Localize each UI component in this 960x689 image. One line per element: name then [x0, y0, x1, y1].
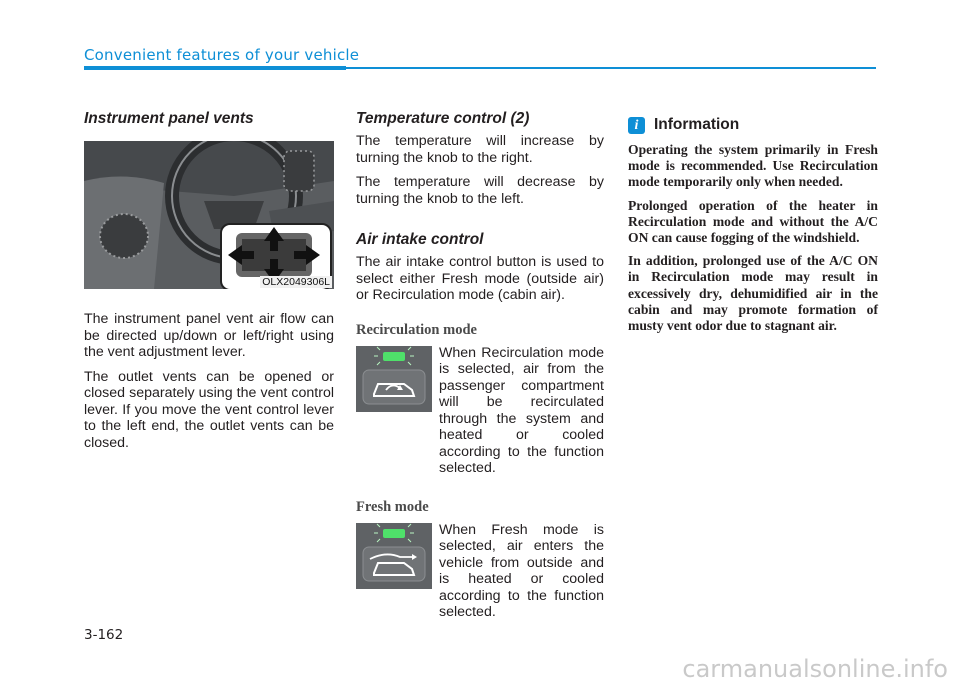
info-paragraph-fogging: Prolonged operation of the heater in Recirculation mode and without the A/C ON can cause fogging of the windshield.	[628, 197, 878, 246]
info-paragraph-dry-air: In addition, prolonged use of the A/C ON in Recirculation mode may result in excessively dry, dehumidified air in the cabin and may promote formation of musty vent odor due to stagnant air.	[628, 253, 878, 334]
recirculation-button-image	[356, 346, 432, 412]
label-fresh-mode: Fresh mode	[356, 498, 429, 515]
information-title: Information	[654, 116, 740, 133]
paragraph-temp-increase: The temperature will increase by turning the knob to the right.	[356, 133, 604, 166]
paragraph-vent-direction: The instrument panel vent air flow can be directed up/down or left/right using the vent adjustment lever.	[84, 311, 334, 360]
fresh-mode-icon	[356, 523, 432, 589]
header-rule	[346, 67, 876, 69]
information-header	[628, 116, 878, 134]
watermark: carmanualsonline.info	[682, 655, 948, 683]
info-paragraph-fresh-mode: Operating the system primarily in Fresh mode is recommended. Use Recirculation mode temporarily only when needed.	[628, 142, 878, 190]
image-code: OLX2049306L	[262, 276, 330, 288]
paragraph-air-intake: The air intake control button is used to select either Fresh mode (outside air) or Recirculation mode (cabin air).	[356, 254, 604, 303]
recirculation-mode-text: When Recirculation mode is selected, air from the passenger compartment will be recirculated through the system and heated or cooled according to the function selected.	[439, 344, 604, 476]
fresh-mode-block	[356, 522, 604, 621]
info-icon: i	[628, 117, 645, 134]
page-number: 3-162	[84, 627, 124, 643]
recirculation-mode-block	[356, 345, 604, 477]
label-recirculation-mode: Recirculation mode	[356, 321, 477, 338]
fresh-button-image	[356, 523, 432, 589]
column-temperature-air-intake	[356, 110, 604, 621]
paragraph-vent-open-close: The outlet vents can be opened or closed separately using the vent control lever. If you move the vent control lever to the left end, the outlet vents can be closed.	[84, 368, 334, 451]
paragraph-temp-decrease: The temperature will decrease by turning the knob to the left.	[356, 174, 604, 207]
heading-air-intake-control: Air intake control	[356, 231, 484, 248]
section-header-title: Convenient features of your vehicle	[84, 46, 360, 64]
heading-temperature-control: Temperature control (2)	[356, 110, 530, 127]
fresh-mode-text: When Fresh mode is selected, air enters the vehicle from outside and is heated or cooled according to the function selected.	[439, 521, 604, 620]
header-rule-accent	[84, 66, 346, 70]
heading-instrument-panel-vents: Instrument panel vents	[84, 110, 254, 127]
column-instrument-panel-vents	[84, 110, 334, 459]
instrument-panel-vent-photo	[84, 141, 334, 289]
recirculation-mode-icon	[356, 346, 432, 412]
column-information	[628, 116, 878, 341]
